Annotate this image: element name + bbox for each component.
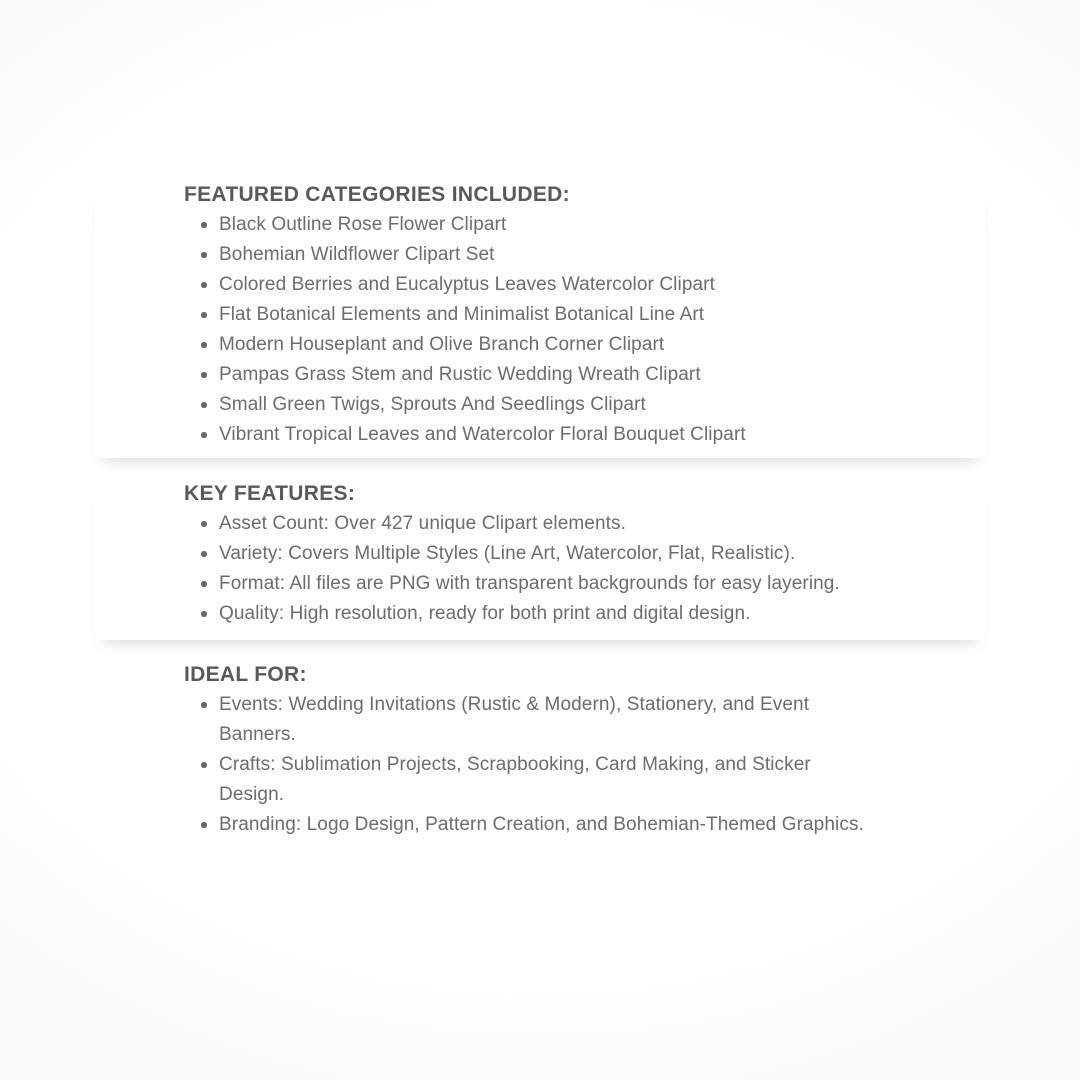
list-item: Branding: Logo Design, Pattern Creation, and Bohemian-Themed Graphics. [184,810,879,840]
description-section [95,660,985,846]
list-item: Pampas Grass Stem and Rustic Wedding Wreath Clipart [184,360,879,390]
list-item: Crafts: Sublimation Projects, Scrapbooking, Card Making, and Sticker Design. [184,750,879,810]
list-item: Vibrant Tropical Leaves and Watercolor Floral Bouquet Clipart [184,420,879,450]
bullet-list [184,509,985,629]
list-item: Colored Berries and Eucalyptus Leaves Watercolor Clipart [184,270,879,300]
list-item: Black Outline Rose Flower Clipart [184,210,879,240]
list-item: Bohemian Wildflower Clipart Set [184,240,879,270]
section-heading: FEATURED CATEGORIES INCLUDED: [184,183,570,206]
bullet-list [184,210,985,450]
bullet-list [184,690,985,840]
list-item: Asset Count: Over 427 unique Clipart elements. [184,509,879,539]
list-item: Format: All files are PNG with transparent backgrounds for easy layering. [184,569,879,599]
section-heading: IDEAL FOR: [184,663,307,686]
list-item: Small Green Twigs, Sprouts And Seedlings Clipart [184,390,879,420]
description-section [95,479,985,640]
list-item: Quality: High resolution, ready for both print and digital design. [184,599,879,629]
list-item: Events: Wedding Invitations (Rustic & Modern), Stationery, and Event Banners. [184,690,879,750]
list-item: Variety: Covers Multiple Styles (Line Art, Watercolor, Flat, Realistic). [184,539,879,569]
list-item: Modern Houseplant and Olive Branch Corner Clipart [184,330,879,360]
description-section [95,180,985,458]
sections-container [0,180,1080,846]
section-heading: KEY FEATURES: [184,482,356,505]
list-item: Flat Botanical Elements and Minimalist Botanical Line Art [184,300,879,330]
